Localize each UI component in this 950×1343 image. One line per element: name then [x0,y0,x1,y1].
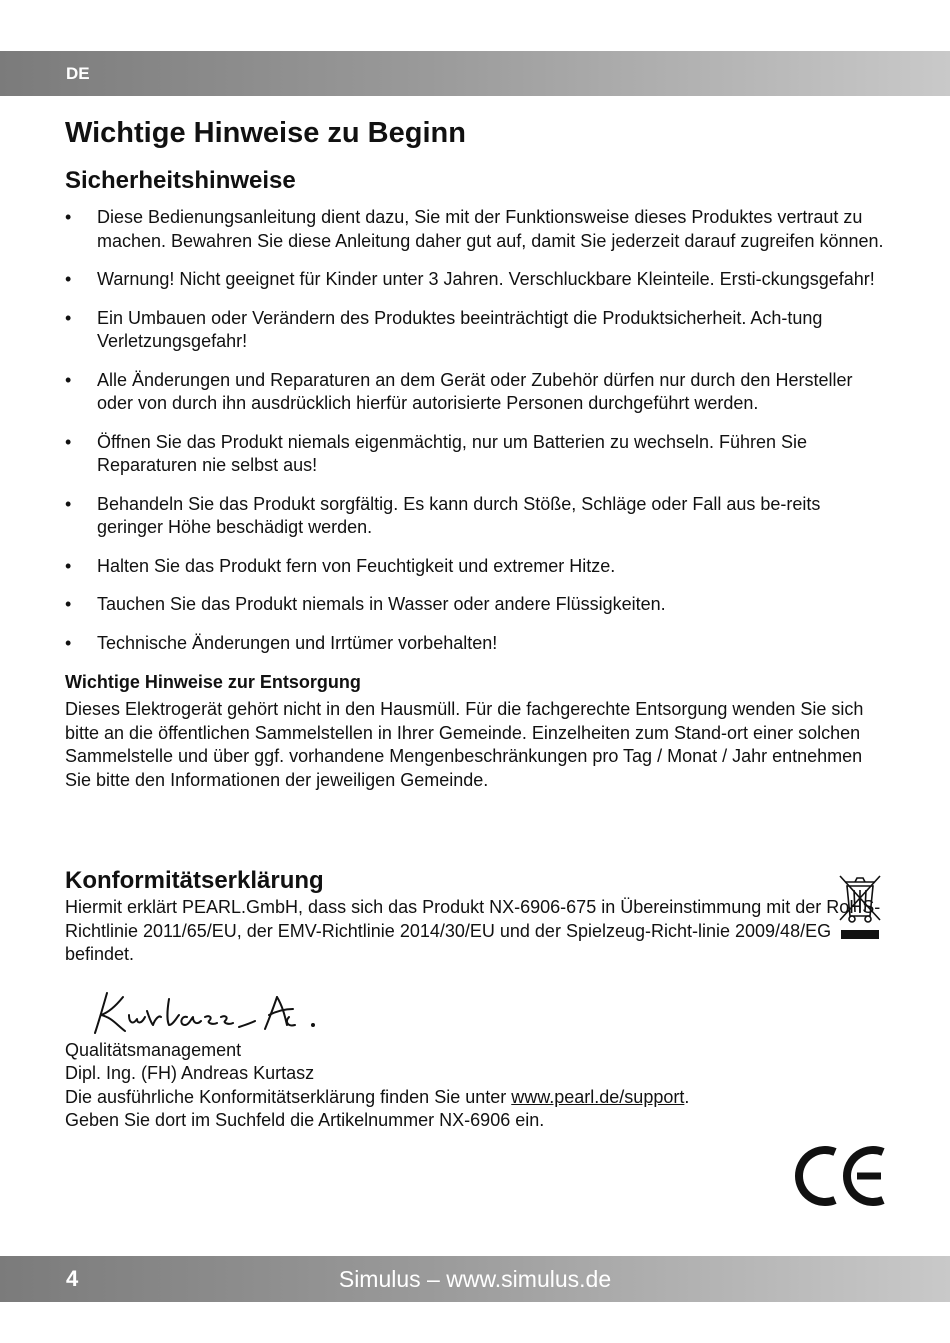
support-link[interactable]: www.pearl.de/support [511,1086,685,1107]
list-item: • Tauchen Sie das Produkt niemals in Wasser oder andere Flüssigkeiten. [65,593,887,617]
safety-heading: Sicherheitshinweise [65,167,296,194]
conformity-text: Hiermit erklärt PEARL.GmbH, dass sich das Produkt NX-6906-675 in Übereinstimmung mit der RoHS-Richtlinie 2011/65/EU, der EMV-Richtlinie 2014/30/EU und der Spielzeug-Richt-linie 2009/48/EG befindet. [65,897,881,964]
page-title: Wichtige Hinweise zu Beginn [65,117,466,149]
detail-suffix: . [684,1086,690,1107]
language-label: DE [66,64,90,83]
page-number: 4 [66,1266,79,1291]
list-item: • Diese Bedienungsanleitung dient dazu, Sie mit der Funktionsweise dieses Produktes vertraut zu machen. Bewahren Sie diese Anleitung daher gut auf, damit Sie jederzeit darauf zugreifen können. [65,206,887,253]
header-bar [0,51,950,96]
list-item: • Ein Umbauen oder Verändern des Produktes beeinträchtigt die Produktsicherheit. Ach-tung Verletzungsgefahr! [65,307,887,354]
detail-text [65,1086,887,1110]
disposal-text: Dieses Elektrogerät gehört nicht in den Hausmüll. Für die fachgerechte Entsorgung wenden Sie sich bitte an die öffentlichen Sammelstellen in Ihrer Gemeinde. Einzelheiten zum Stand-ort einer solchen Sammelstelle und über ggf. vorhandene Mengenbeschränkungen pro Tag / Monat / Jahr entnehmen Sie bitte den Informationen der jeweiligen Gemeinde. [65,699,864,790]
list-item: • Technische Änderungen und Irrtümer vorbehalten! [65,632,887,656]
main-content [65,114,887,1133]
detail-line2: Geben Sie dort im Suchfeld die Artikelnummer NX-6906 ein. [65,1110,545,1130]
list-item: • Alle Änderungen und Reparaturen an dem Gerät oder Zubehör dürfen nur durch den Hersteller oder von durch ihn ausdrücklich hierfür autorisierte Personen durchgeführt werden. [65,369,887,416]
list-item: • Halten Sie das Produkt fern von Feuchtigkeit und extremer Hitze. [65,555,887,579]
disposal-heading: Wichtige Hinweise zur Entsorgung [65,672,361,692]
list-item: • Öffnen Sie das Produkt niemals eigenmächtig, nur um Batterien zu wechseln. Führen Sie Reparaturen nie selbst aus! [65,431,887,478]
qm-name: Dipl. Ing. (FH) Andreas Kurtasz [65,1063,315,1083]
signature-image [89,987,329,1039]
conformity-heading: Konformitätserklärung [65,867,324,894]
ce-mark-icon [795,1143,887,1209]
qm-title: Qualitätsmanagement [65,1039,242,1060]
footer-bar [0,1256,950,1302]
detail-prefix: Die ausführliche Konformitätserklärung finden Sie unter [65,1086,512,1107]
list-item: • Behandeln Sie das Produkt sorgfältig. Es kann durch Stöße, Schläge oder Fall aus be-reits geringer Höhe beschädigt werden. [65,493,887,540]
weee-bin-icon [837,872,883,940]
list-item: • Warnung! Nicht geeignet für Kinder unter 3 Jahren. Verschluckbare Kleinteile. Ersti-ckungsgefahr! [65,268,887,292]
safety-list [65,206,887,655]
footer-text: Simulus – www.simulus.de [338,1266,612,1292]
